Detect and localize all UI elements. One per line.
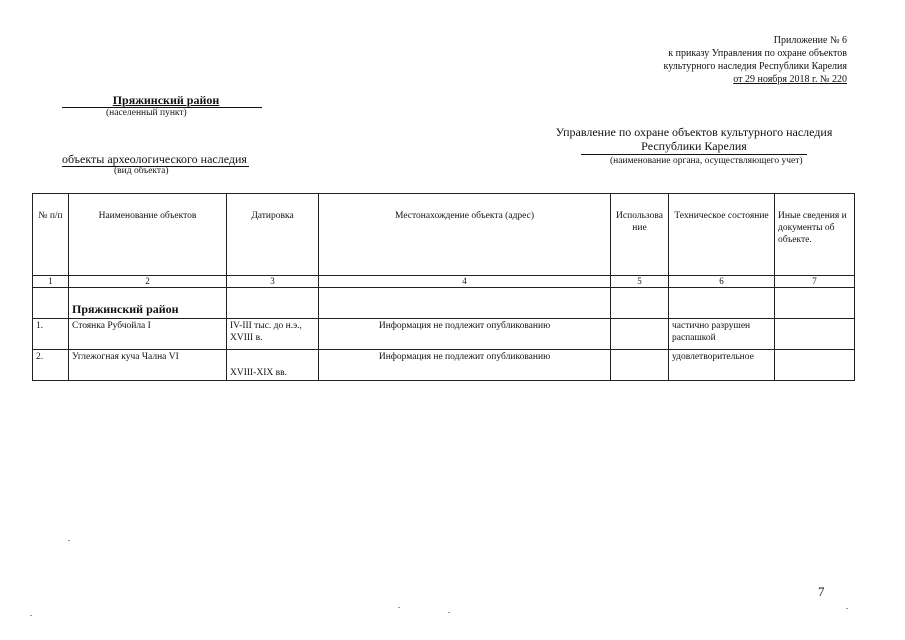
column-number-row <box>33 276 855 288</box>
header-location: Местонахождение объекта (адрес) <box>319 194 611 276</box>
column-number: 3 <box>227 276 319 288</box>
row-name: Углежогная куча Чална VI <box>69 350 227 381</box>
authority-block <box>540 125 848 155</box>
appendix-date-line: от 29 ноября 2018 г. № 220 <box>733 74 847 85</box>
column-number: 1 <box>33 276 69 288</box>
objects-table <box>32 193 855 381</box>
authority-caption: (наименование органа, осуществляющего учет) <box>610 156 803 166</box>
header-name: Наименование объектов <box>69 194 227 276</box>
object-type-caption: (вид объекта) <box>114 166 169 176</box>
appendix-line: к приказу Управления по охране объектов <box>668 48 847 59</box>
header-other: Иные сведения и документы об объекте. <box>775 194 855 276</box>
column-number: 4 <box>319 276 611 288</box>
row-other <box>775 350 855 381</box>
row-location: Информация не подлежит опубликованию <box>319 350 611 381</box>
column-number: 5 <box>611 276 669 288</box>
appendix-line: Приложение № 6 <box>773 35 847 46</box>
header-number: № п/п <box>33 194 69 276</box>
header-dating: Датировка <box>227 194 319 276</box>
authority-line2: Республики Карелия <box>581 139 807 155</box>
column-number: 7 <box>775 276 855 288</box>
row-dating: IV-III тыс. до н.э., XVIII в. <box>227 319 319 350</box>
table-row <box>33 350 855 381</box>
column-number: 6 <box>669 276 775 288</box>
scan-speck <box>846 608 848 609</box>
column-number: 2 <box>69 276 227 288</box>
row-number: 2. <box>33 350 69 381</box>
table-header-row <box>33 194 855 276</box>
row-location: Информация не подлежит опубликованию <box>319 319 611 350</box>
district-label: Пряжинский район <box>72 302 179 316</box>
table-row <box>33 319 855 350</box>
authority-line1: Управление по охране объектов культурного наследия <box>555 125 833 139</box>
row-usage <box>611 350 669 381</box>
scan-speck <box>68 540 70 541</box>
row-usage <box>611 319 669 350</box>
header-usage: Использова ние <box>611 194 669 276</box>
row-name: Стоянка Рубчойла I <box>69 319 227 350</box>
header-condition: Техническое состояние <box>669 194 775 276</box>
row-dating: XVIII-XIX вв. <box>227 350 319 381</box>
locality-value: Пряжинский район <box>62 93 262 108</box>
scan-speck <box>398 607 400 608</box>
page-number: 7 <box>818 584 825 599</box>
locality-caption: (населенный пункт) <box>106 108 187 118</box>
appendix-line: культурного наследия Республики Карелия <box>663 61 847 72</box>
district-row <box>33 288 855 319</box>
row-number: 1. <box>33 319 69 350</box>
scan-speck <box>30 615 32 616</box>
appendix-header <box>664 34 847 86</box>
row-condition: удовлетворительное <box>669 350 775 381</box>
row-condition: частично разрушен распашкой <box>669 319 775 350</box>
scan-speck <box>448 612 450 613</box>
object-type-value: объекты археологического наследия <box>62 152 247 166</box>
row-other <box>775 319 855 350</box>
